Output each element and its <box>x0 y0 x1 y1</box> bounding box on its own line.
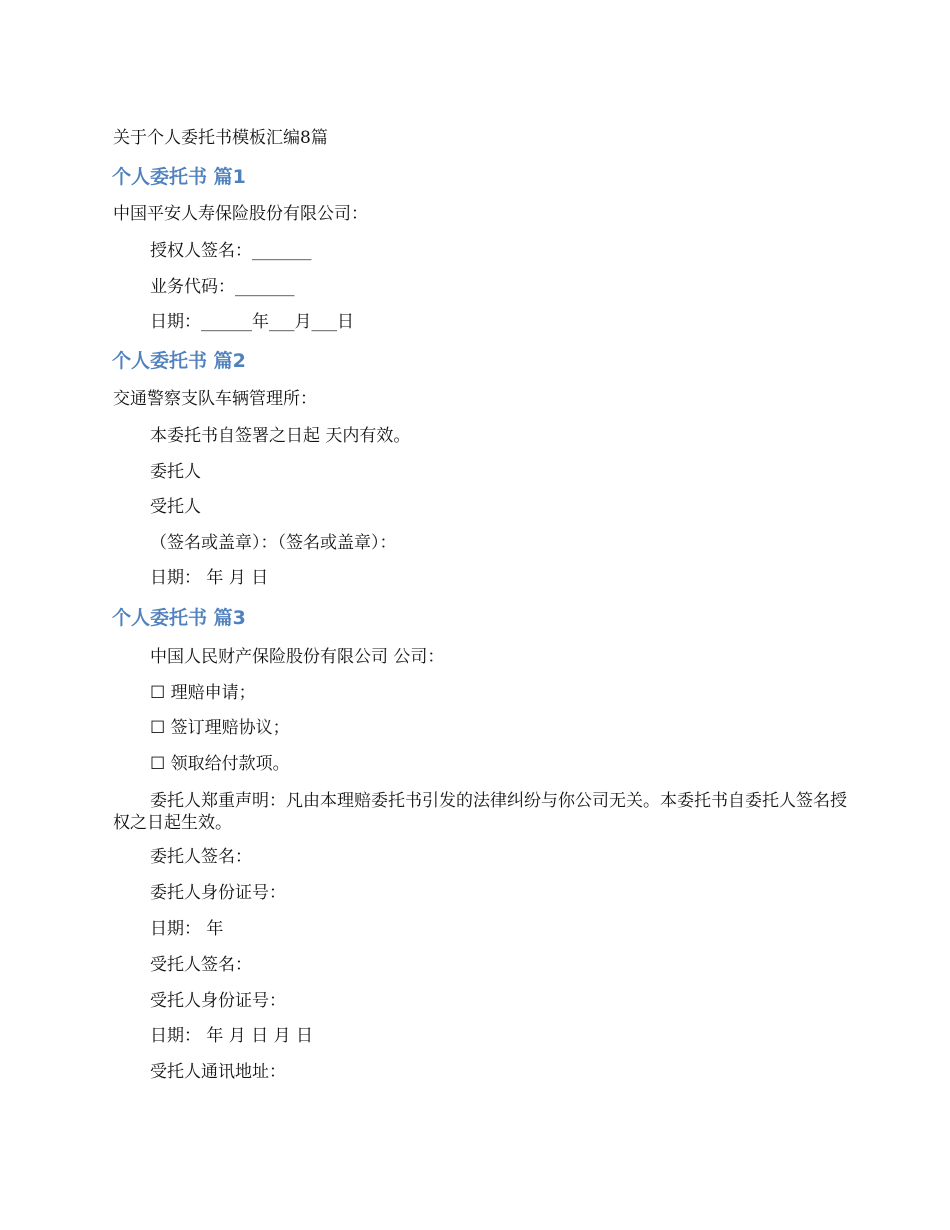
document-title: 关于个人委托书模板汇编8篇 <box>113 128 328 148</box>
section-2-principal: 委托人 <box>150 462 201 482</box>
section-1-date: 日期：______年___月___日 <box>150 312 354 332</box>
section-3-option-claim-application: ☐ 理赔申请； <box>150 683 256 703</box>
section-2-validity: 本委托书自签署之日起 天内有效。 <box>150 426 411 446</box>
section-3-heading: 个人委托书 篇3 <box>112 607 246 629</box>
section-3-option-sign-agreement: ☐ 签订理赔协议； <box>150 718 290 738</box>
section-2-date: 日期： 年 月 日 <box>150 568 269 588</box>
section-3-declaration <box>113 790 848 834</box>
section-3-agent-address: 受托人通讯地址： <box>150 1062 286 1082</box>
section-1-heading: 个人委托书 篇1 <box>112 166 246 188</box>
section-3-date-1: 日期： 年 <box>150 919 224 939</box>
section-3-principal-signature: 委托人签名： <box>150 847 252 867</box>
section-3-agent-signature: 受托人签名： <box>150 955 252 975</box>
section-2-addressee: 交通警察支队车辆管理所： <box>113 389 317 409</box>
section-3-addressee: 中国人民财产保险股份有限公司 公司： <box>150 647 445 667</box>
section-3-declaration-text: 委托人郑重声明：凡由本理赔委托书引发的法律纠纷与你公司无关。本委托书自委托人签名授权之日起生效。 <box>113 791 847 833</box>
section-2-signatures: （签名或盖章）：（签名或盖章）： <box>150 533 397 553</box>
section-2-heading: 个人委托书 篇2 <box>112 350 246 372</box>
section-3-agent-id: 受托人身份证号： <box>150 991 286 1011</box>
section-1-business-code: 业务代码：_______ <box>150 277 295 297</box>
section-1-addressee: 中国平安人寿保险股份有限公司： <box>113 204 368 224</box>
section-3-principal-id: 委托人身份证号： <box>150 883 286 903</box>
section-3-option-receive-payment: ☐ 领取给付款项。 <box>150 754 290 774</box>
section-3-date-2: 日期： 年 月 日 月 日 <box>150 1026 314 1046</box>
section-2-agent: 受托人 <box>150 497 201 517</box>
section-1-authorizer-signature: 授权人签名：_______ <box>150 241 312 261</box>
